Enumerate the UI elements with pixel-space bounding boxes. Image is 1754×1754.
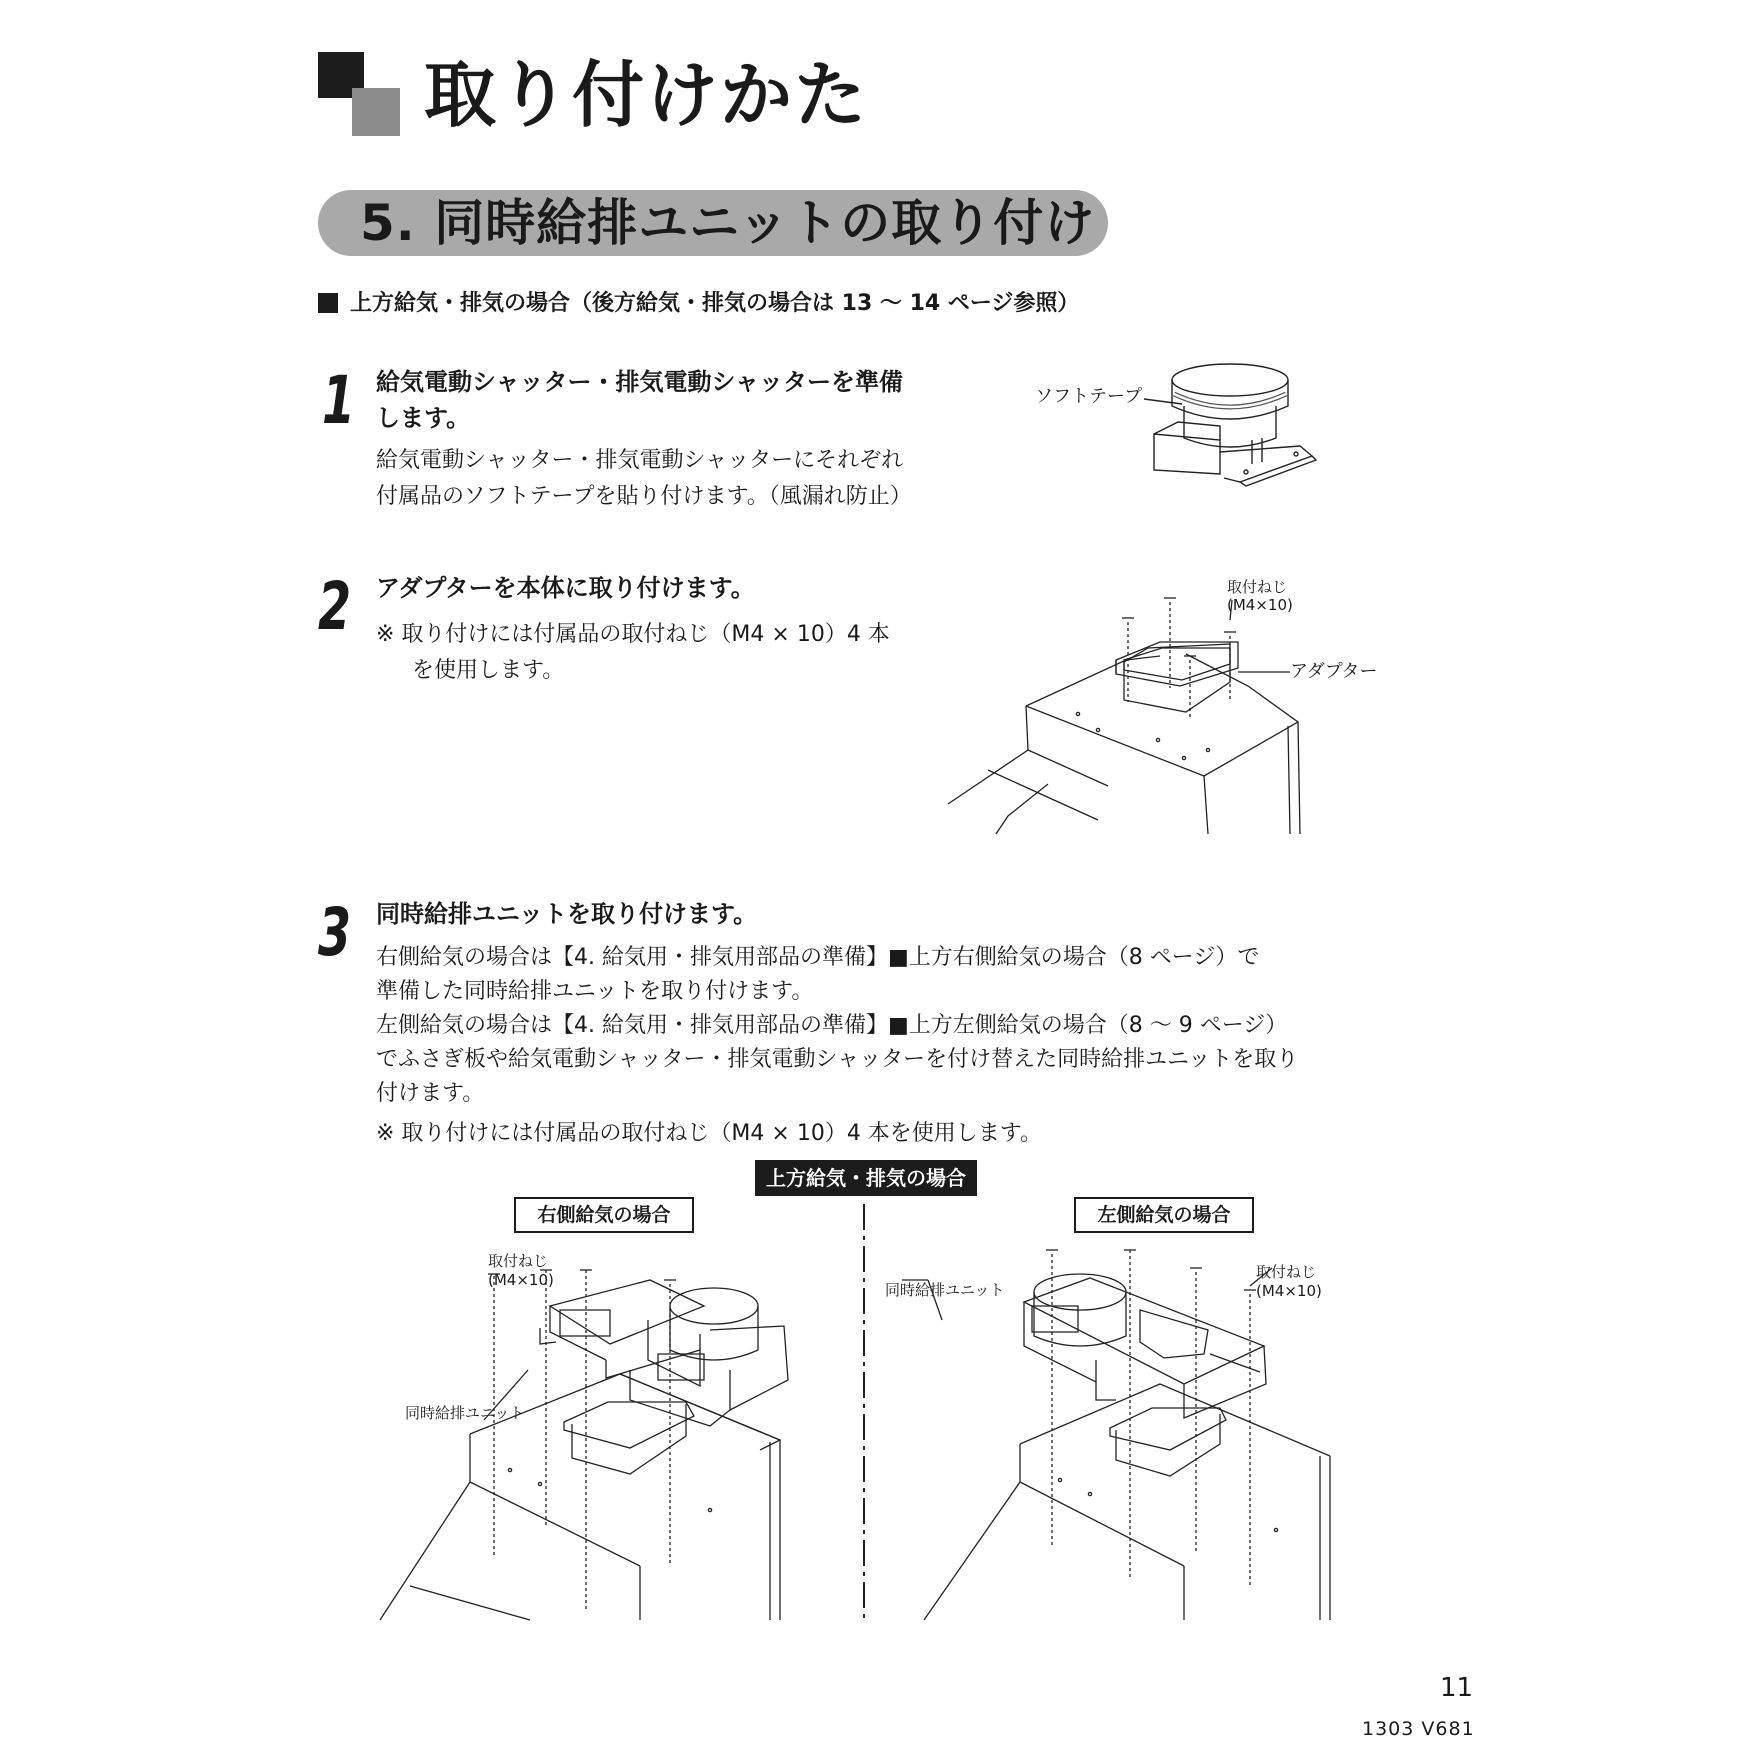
right-case-screw-label: 取付ねじ: [488, 1252, 549, 1270]
step-3-number: 3: [318, 894, 352, 971]
soft-tape-label: ソフトテープ: [1035, 386, 1143, 407]
step-1-heading-line-1: 給気電動シャッター・排気電動シャッターを準備: [376, 368, 904, 396]
left-case-title: 左側給気の場合: [1074, 1197, 1254, 1233]
step-3-body-line-4: でふさぎ板や給気電動シャッター・排気電動シャッターを付け替えた同時給排ユニットを取り: [376, 1047, 1299, 1072]
left-case-screw-label: 取付ねじ: [1256, 1263, 1317, 1281]
left-case-unit-label: 同時給排ユニット: [885, 1281, 1005, 1299]
step-2-number: 2: [318, 568, 352, 645]
step-2-heading: アダプターを本体に取り付けます。: [376, 574, 755, 602]
left-case-screw-size-label: (M4×10): [1256, 1282, 1322, 1300]
adapter-label: アダプター: [1290, 661, 1378, 682]
bullet-square-icon: [318, 293, 338, 313]
subheading: [318, 289, 1079, 319]
right-case-title: 右側給気の場合: [514, 1197, 694, 1233]
step-3-body-line-2: 準備した同時給排ユニットを取り付けます。: [376, 979, 814, 1004]
page-number: 11: [1440, 1673, 1474, 1703]
step-3-body-line-1: 右側給気の場合は【4. 給気用・排気用部品の準備】■上方右側給気の場合（8 ページ）で: [376, 945, 1260, 970]
step-1-body-line-1: 給気電動シャッター・排気電動シャッターにそれぞれ: [376, 448, 904, 473]
right-case-unit-label: 同時給排ユニット: [405, 1404, 525, 1422]
shutter-figure: [1150, 360, 1320, 495]
title-mark-grey: [352, 88, 400, 136]
subheading-text: 上方給気・排気の場合（後方給気・排気の場合は 13 〜 14 ページ参照）: [350, 291, 1080, 316]
step-1-number: 1: [322, 362, 356, 439]
step-3-body-line-6: ※ 取り付けには付属品の取付ねじ（M4 × 10）4 本を使用します。: [376, 1121, 1043, 1146]
step-3-body-line-3: 左側給気の場合は【4. 給気用・排気用部品の準備】■上方左側給気の場合（8 〜 9 ページ）: [376, 1013, 1288, 1038]
left-case-figure: [920, 1250, 1340, 1626]
step-2-body-line-1: ※ 取り付けには付属品の取付ねじ（M4 × 10）4 本: [376, 622, 890, 647]
page-title: 取り付けかた: [424, 53, 869, 137]
step-1-body-line-2: 付属品のソフトテープを貼り付けます。（風漏れ防止）: [376, 484, 912, 509]
step-1-heading-line-2: します。: [376, 404, 471, 432]
step-3-body-line-5: 付けます。: [376, 1081, 485, 1106]
document-code: 1303 V681: [1362, 1718, 1475, 1740]
figure-3-banner: 上方給気・排気の場合: [755, 1160, 977, 1196]
adapter-figure: [948, 590, 1348, 840]
step-2-screw-label: 取付ねじ: [1227, 578, 1288, 596]
section-title: 5. 同時給排ユニットの取り付け: [360, 194, 1096, 252]
figure-divider: [862, 1204, 866, 1624]
right-case-figure: [380, 1270, 800, 1626]
right-case-screw-size-label: (M4×10): [488, 1271, 554, 1289]
step-2-body-line-2: を使用します。: [412, 658, 565, 683]
step-3-heading: 同時給排ユニットを取り付けます。: [376, 900, 758, 928]
step-2-screw-size-label: (M4×10): [1227, 596, 1293, 614]
